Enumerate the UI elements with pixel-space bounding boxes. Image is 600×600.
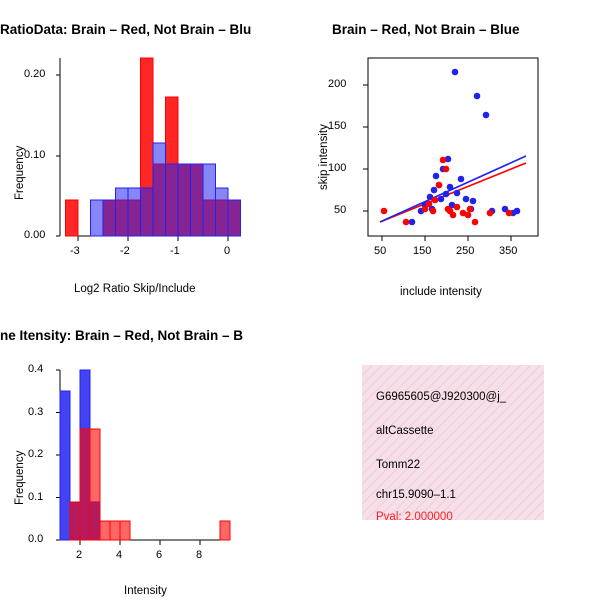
- hist-ratio-xtick-3: 0: [224, 245, 231, 257]
- scatter-title: Brain – Red, Not Brain – Blue: [332, 22, 520, 37]
- scatter-ytick-0: 50: [334, 204, 347, 216]
- hist-intensity-ytick-1: 0.1: [28, 491, 44, 503]
- scatter-xtick-0: 50: [374, 245, 387, 257]
- annotation-pval: Pval: 2.000000: [376, 511, 453, 523]
- hist-intensity-ytick-4: 0.4: [28, 363, 44, 375]
- scatter-plot: [300, 0, 600, 300]
- hist-intensity-ytick-2: 0.2: [28, 448, 44, 460]
- hist-ratio-xtick-2: -1: [170, 245, 180, 257]
- hist-intensity-title: ne Itensity: Brain – Red, Not Brain – B: [0, 328, 244, 343]
- scatter-ytick-3: 200: [328, 78, 347, 90]
- hist-ratio-title: RatioData: Brain – Red, Not Brain – Blu: [0, 22, 252, 37]
- scatter-xtick-3: 350: [499, 245, 518, 257]
- hist-ratio-xtick-0: -3: [70, 245, 80, 257]
- hist-intensity-xtick-0: 2: [76, 549, 83, 561]
- scatter-xtick-1: 150: [413, 245, 432, 257]
- scatter-ylabel: skip intensity: [318, 124, 330, 190]
- hist-ratio-ytick-1: 0.10: [24, 149, 46, 161]
- hist-intensity-ytick-0: 0.0: [28, 533, 44, 545]
- hist-ratio-ytick-2: 0.20: [24, 68, 46, 80]
- hist-intensity-xtick-2: 6: [156, 549, 163, 561]
- hist-ratio-xlabel: Log2 Ratio Skip/Include: [74, 283, 196, 295]
- panel-info: [300, 300, 600, 600]
- annotation-line-1: altCassette: [376, 425, 434, 437]
- hist-ratio-ytick-0: 0.00: [24, 229, 46, 241]
- annotation-box: [362, 365, 544, 523]
- scatter-xlabel: include intensity: [400, 286, 482, 298]
- hist-intensity-xtick-3: 8: [196, 549, 203, 561]
- annotation-line-2: Tomm22: [376, 459, 421, 471]
- scatter-ytick-2: 150: [328, 120, 347, 132]
- hist-intensity-plot: [0, 300, 300, 600]
- panel-hist-ratio: [0, 0, 300, 300]
- annotation-line-0: G6965605@J920300@j_: [376, 391, 507, 403]
- hist-intensity-ylabel: Frequency: [14, 450, 26, 505]
- hist-ratio-ylabel: Frequency: [14, 145, 26, 200]
- hist-intensity-ytick-3: 0.3: [28, 406, 44, 418]
- scatter-xtick-2: 250: [456, 245, 475, 257]
- panel-hist-intensity: [0, 300, 300, 600]
- hist-intensity-xlabel: Intensity: [124, 585, 167, 597]
- hist-intensity-xtick-1: 4: [116, 549, 123, 561]
- annotation-line-3: chr15.9090–1.1: [376, 489, 456, 501]
- scatter-ytick-1: 100: [328, 162, 347, 174]
- hist-ratio-xtick-1: -2: [120, 245, 130, 257]
- panel-scatter: [300, 0, 600, 300]
